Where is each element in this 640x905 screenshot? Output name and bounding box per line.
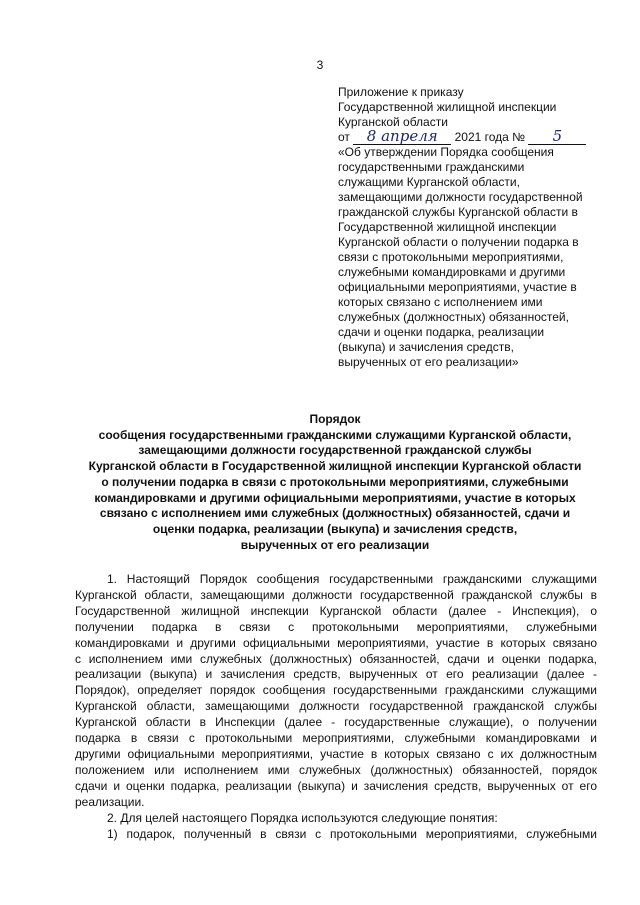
appendix-region: Курганской области xyxy=(338,115,448,129)
number-fill xyxy=(528,127,586,145)
appendix-subject-line: Государственной жилищной инспекции xyxy=(338,220,557,234)
title-line: оценки подарка, реализации (выкупа) и зачисления средств, xyxy=(152,521,518,536)
paragraph-line: с исполнением ими служебных (должностных) обязанностей, сдачи и оценки подарка, xyxy=(75,651,597,666)
paragraph-line: реализации (выкупа) и зачисления средств, вырученных от его реализации (далее - xyxy=(75,667,597,682)
appendix-heading: Приложение к приказу xyxy=(338,85,464,99)
paragraph-line: командировками и другими официальными мероприятиями, участие в которых связано xyxy=(75,635,597,650)
appendix-issuer: Государственной жилищной инспекции xyxy=(338,100,557,114)
title-line: замещающими должности государственной гражданской службы xyxy=(138,443,532,458)
appendix-subject-line: (выкупа) и зачисления средств, xyxy=(338,340,514,354)
handwritten-date: 8 апреля xyxy=(366,127,438,145)
paragraph-line: Курганской области в Инспекции (далее - государственные служащие), о получении xyxy=(75,715,597,730)
order-date-line xyxy=(338,127,610,145)
appendix-subject-line: Курганской области о получении подарка в xyxy=(338,235,579,249)
paragraph-line: Порядок), определяет порядок сообщения государственными гражданскими служащими xyxy=(75,683,597,698)
title-line: сообщения государственными гражданскими служащими Курганской области, xyxy=(98,427,572,442)
title-line: о получении подарка в связи с протокольными мероприятиями, служебными xyxy=(101,474,569,489)
appendix-subject-line: гражданской службы Курганской области в xyxy=(338,205,578,219)
date-fill xyxy=(353,127,451,145)
handwritten-order-number: 5 xyxy=(552,127,563,145)
document-title xyxy=(60,412,610,553)
page-number: 3 xyxy=(316,58,324,72)
appendix-subject-line: связи с протокольными мероприятиями, xyxy=(338,250,564,264)
title-line: связано с исполнением ими служебных (должностных) обязанностей, сдачи и xyxy=(99,506,571,521)
appendix-subject-line: служебных (должностных) обязанностей, xyxy=(338,310,569,324)
title-line: командировками и другими официальными мероприятиями, участие в которых xyxy=(94,490,576,505)
title-line: Порядок xyxy=(309,412,361,426)
paragraph-line: реализации. xyxy=(75,794,145,809)
document-body xyxy=(75,572,597,842)
paragraph-line: подарка в связи с протокольными мероприятиями, служебными командировками и xyxy=(75,731,597,746)
appendix-subject-line: которых связано с исполнением ими xyxy=(338,295,543,309)
paragraph-line: получении подарка в связи с протокольными мероприятиями, служебными xyxy=(75,619,597,634)
paragraph-line: положением или исполнением ими служебных (должностных) обязанностей, порядок xyxy=(75,762,597,777)
order-year: 2021 года № xyxy=(454,130,526,144)
appendix-subject-line: «Об утверждении Порядка сообщения xyxy=(338,145,554,159)
title-line: Курганской области в Государственной жилищной инспекции Курганской области xyxy=(88,459,582,474)
appendix-subject-line: служащими Курганской области, xyxy=(338,175,520,189)
appendix-block xyxy=(338,85,610,370)
paragraph-line: 2. Для целей настоящего Порядка используются следующие понятия: xyxy=(107,810,498,825)
paragraph-line: другими официальными мероприятиями, участие в которых связано с их должностным xyxy=(75,746,597,761)
title-line: вырученных от его реализации xyxy=(240,537,430,552)
appendix-subject-line: официальными мероприятиями, участие в xyxy=(338,280,577,294)
paragraph-line: Государственной жилищной инспекции Курганской области (далее - Инспекция), о xyxy=(75,603,597,618)
paragraph-line: 1. Настоящий Порядок сообщения государственными гражданскими служащими xyxy=(107,572,597,586)
appendix-subject-line: вырученных от его реализации» xyxy=(338,355,519,369)
paragraph-line: сдачи и оценки подарка, реализации (выкупа) и зачисления средств, вырученных от его xyxy=(75,778,597,793)
appendix-subject-line: государственными гражданскими xyxy=(338,160,525,174)
appendix-subject-line: служебными командировками и другими xyxy=(338,265,566,279)
paragraph-line: Курганской области, замещающими должности государственной гражданской службы xyxy=(75,699,597,714)
appendix-subject-line: сдачи и оценки подарка, реализации xyxy=(338,325,545,339)
paragraph-line: 1) подарок, полученный в связи с протокольными мероприятиями, служебными xyxy=(107,826,597,841)
appendix-subject-line: замещающими должности государственной xyxy=(338,190,583,204)
paragraph-line: Курганской области, замещающими должности государственной гражданской службы в xyxy=(75,587,597,602)
date-prefix: от xyxy=(338,130,350,144)
